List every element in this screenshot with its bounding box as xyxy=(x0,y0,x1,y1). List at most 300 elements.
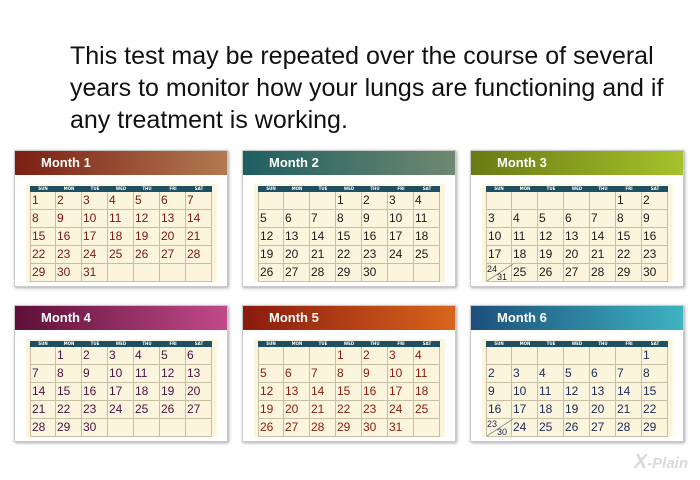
weekday-label: TUE xyxy=(82,341,108,347)
day-cell: 6 xyxy=(564,210,590,228)
day-cell xyxy=(134,419,160,437)
day-cell: 13 xyxy=(564,228,590,246)
day-cell: 29 xyxy=(336,419,362,437)
day-cell xyxy=(30,347,56,365)
day-cell: 21 xyxy=(30,401,56,419)
day-cell xyxy=(134,264,160,282)
month-title: Month 4 xyxy=(15,306,227,330)
day-cell: 23 xyxy=(82,401,108,419)
day-cell: 14 xyxy=(616,383,642,401)
day-cell: 4 xyxy=(538,365,564,383)
day-cell: 5 xyxy=(258,210,284,228)
day-cell: 28 xyxy=(310,419,336,437)
weekday-label: THU xyxy=(362,186,388,192)
day-cell xyxy=(388,264,414,282)
day-cell: 28 xyxy=(590,264,616,282)
day-cell xyxy=(486,192,512,210)
day-cell xyxy=(310,347,336,365)
week-row xyxy=(258,210,438,228)
day-cell xyxy=(414,264,440,282)
day-cell: 6 xyxy=(284,210,310,228)
day-cell xyxy=(108,264,134,282)
weekday-label: TUE xyxy=(310,186,336,192)
day-cell: 24 31 xyxy=(486,264,512,282)
day-cell: 8 xyxy=(642,365,668,383)
day-cell: 7 xyxy=(186,192,212,210)
month-title: Month 5 xyxy=(243,306,455,330)
week-row xyxy=(30,347,210,365)
week-row xyxy=(30,383,210,401)
day-cell xyxy=(564,347,590,365)
day-cell: 11 xyxy=(108,210,134,228)
weekday-label: FRI xyxy=(160,186,186,192)
day-cell: 31 xyxy=(82,264,108,282)
calendar-card xyxy=(242,305,456,442)
day-cell xyxy=(414,419,440,437)
day-cell: 7 xyxy=(310,210,336,228)
day-cell: 7 xyxy=(616,365,642,383)
day-cell xyxy=(486,347,512,365)
day-cell xyxy=(186,419,212,437)
day-cell: 1 xyxy=(616,192,642,210)
weekday-label: FRI xyxy=(616,341,642,347)
day-cell: 4 xyxy=(512,210,538,228)
day-cell: 3 xyxy=(486,210,512,228)
day-cell: 5 xyxy=(134,192,160,210)
week-row xyxy=(30,210,210,228)
day-cell: 16 xyxy=(642,228,668,246)
day-cell: 23 xyxy=(56,246,82,264)
calendar-page xyxy=(482,180,673,282)
weekday-label: SUN xyxy=(258,341,284,347)
day-cell: 16 xyxy=(362,383,388,401)
day-cell: 15 xyxy=(30,228,56,246)
day-cell: 14 xyxy=(310,383,336,401)
day-cell: 29 xyxy=(616,264,642,282)
weekday-label: SAT xyxy=(186,341,212,347)
day-cell: 27 xyxy=(564,264,590,282)
day-cell: 27 xyxy=(590,419,616,437)
weekday-label: SUN xyxy=(30,186,56,192)
day-cell: 30 xyxy=(642,264,668,282)
day-cell: 21 xyxy=(186,228,212,246)
day-cell: 1 xyxy=(336,347,362,365)
day-cell: 28 xyxy=(30,419,56,437)
day-cell: 28 xyxy=(310,264,336,282)
day-cell: 13 xyxy=(186,365,212,383)
week-row xyxy=(30,419,210,437)
day-cell xyxy=(258,192,284,210)
day-cell: 6 xyxy=(186,347,212,365)
day-cell: 2 xyxy=(362,192,388,210)
weekday-label: TUE xyxy=(538,186,564,192)
day-cell: 2 xyxy=(362,347,388,365)
calendar-page xyxy=(254,180,445,282)
weekday-label: SAT xyxy=(642,341,668,347)
calendar-page xyxy=(26,180,217,282)
day-cell: 23 xyxy=(642,246,668,264)
weekday-label: SAT xyxy=(642,186,668,192)
day-cell: 17 xyxy=(82,228,108,246)
day-cell: 11 xyxy=(134,365,160,383)
day-cell: 2 xyxy=(486,365,512,383)
day-cell: 3 xyxy=(108,347,134,365)
day-cell xyxy=(258,347,284,365)
day-cell: 4 xyxy=(414,347,440,365)
day-cell: 1 xyxy=(642,347,668,365)
day-cell: 25 xyxy=(512,264,538,282)
calendar-card xyxy=(14,150,228,287)
week-row xyxy=(30,264,210,282)
day-cell: 19 xyxy=(538,246,564,264)
day-cell: 24 xyxy=(82,246,108,264)
day-cell: 20 xyxy=(564,246,590,264)
day-cell: 22 xyxy=(336,246,362,264)
headline: This test may be repeated over the course of several years to monitor how your lungs are functioning and if any treatment is working. xyxy=(70,42,664,134)
day-cell: 16 xyxy=(486,401,512,419)
calendar-card xyxy=(470,150,684,287)
week-row xyxy=(258,246,438,264)
day-cell: 4 xyxy=(108,192,134,210)
day-cell: 16 xyxy=(82,383,108,401)
day-cell: 5 xyxy=(564,365,590,383)
weekday-label: TUE xyxy=(538,341,564,347)
week-row xyxy=(258,192,438,210)
day-cell: 17 xyxy=(108,383,134,401)
day-cell: 15 xyxy=(336,228,362,246)
xplain-logo: X-Plain xyxy=(633,451,688,473)
day-cell: 12 xyxy=(258,228,284,246)
month-title: Month 3 xyxy=(471,151,683,175)
day-cell xyxy=(564,192,590,210)
week-row xyxy=(30,192,210,210)
day-cell: 25 xyxy=(414,246,440,264)
weekday-label: THU xyxy=(590,341,616,347)
day-cell: 11 xyxy=(512,228,538,246)
day-cell: 16 xyxy=(56,228,82,246)
week-row xyxy=(486,246,666,264)
day-cell: 17 xyxy=(512,401,538,419)
weekday-label: MON xyxy=(56,186,82,192)
day-cell: 18 xyxy=(414,228,440,246)
day-cell: 26 xyxy=(564,419,590,437)
day-cell: 17 xyxy=(388,228,414,246)
day-cell: 13 xyxy=(284,383,310,401)
day-cell: 20 xyxy=(186,383,212,401)
day-cell: 1 xyxy=(30,192,56,210)
day-cell: 23 30 xyxy=(486,419,512,437)
day-cell: 12 xyxy=(564,383,590,401)
weekday-label: SAT xyxy=(414,341,440,347)
day-cell: 2 xyxy=(56,192,82,210)
day-cell: 3 xyxy=(82,192,108,210)
day-cell: 30 xyxy=(362,264,388,282)
day-cell: 8 xyxy=(336,365,362,383)
day-cell: 2 xyxy=(82,347,108,365)
day-cell: 13 xyxy=(284,228,310,246)
day-cell: 19 xyxy=(564,401,590,419)
day-cell: 9 xyxy=(486,383,512,401)
day-cell: 26 xyxy=(258,264,284,282)
day-cell: 7 xyxy=(590,210,616,228)
weekday-label: MON xyxy=(512,186,538,192)
day-cell xyxy=(590,192,616,210)
weekday-label: THU xyxy=(590,186,616,192)
day-cell: 8 xyxy=(30,210,56,228)
day-cell: 18 xyxy=(512,246,538,264)
day-cell: 19 xyxy=(258,246,284,264)
day-cell: 18 xyxy=(538,401,564,419)
day-cell: 26 xyxy=(258,419,284,437)
day-cell: 30 xyxy=(56,264,82,282)
day-cell: 5 xyxy=(258,365,284,383)
day-cell: 3 xyxy=(512,365,538,383)
day-cell: 22 xyxy=(336,401,362,419)
day-cell: 24 xyxy=(388,246,414,264)
day-cell: 18 xyxy=(108,228,134,246)
day-cell: 27 xyxy=(284,264,310,282)
weekday-label: FRI xyxy=(388,186,414,192)
day-cell: 22 xyxy=(30,246,56,264)
day-cell xyxy=(616,347,642,365)
weekday-label: FRI xyxy=(160,341,186,347)
week-row xyxy=(258,347,438,365)
day-cell: 4 xyxy=(414,192,440,210)
day-cell xyxy=(284,192,310,210)
week-row xyxy=(486,383,666,401)
day-cell: 14 xyxy=(310,228,336,246)
day-cell: 10 xyxy=(108,365,134,383)
month-title: Month 6 xyxy=(471,306,683,330)
day-cell: 15 xyxy=(56,383,82,401)
weekday-label: TUE xyxy=(82,186,108,192)
day-cell: 12 xyxy=(160,365,186,383)
day-cell: 2 xyxy=(642,192,668,210)
day-cell: 22 xyxy=(616,246,642,264)
day-cell: 21 xyxy=(590,246,616,264)
day-cell xyxy=(310,192,336,210)
week-row xyxy=(30,246,210,264)
day-cell: 29 xyxy=(642,419,668,437)
calendar-page xyxy=(254,335,445,437)
day-cell: 28 xyxy=(186,246,212,264)
day-cell xyxy=(512,347,538,365)
day-cell: 20 xyxy=(590,401,616,419)
weekday-label: SAT xyxy=(414,186,440,192)
day-cell: 29 xyxy=(336,264,362,282)
weekday-label: SUN xyxy=(486,341,512,347)
day-cell: 17 xyxy=(486,246,512,264)
day-cell: 6 xyxy=(590,365,616,383)
day-cell: 14 xyxy=(590,228,616,246)
day-cell: 15 xyxy=(642,383,668,401)
day-cell: 8 xyxy=(336,210,362,228)
calendar-page xyxy=(482,335,673,437)
day-cell: 21 xyxy=(310,401,336,419)
weekday-label: THU xyxy=(362,341,388,347)
day-cell: 25 xyxy=(134,401,160,419)
day-cell: 10 xyxy=(388,210,414,228)
week-row xyxy=(486,365,666,383)
day-cell: 10 xyxy=(512,383,538,401)
week-row xyxy=(486,401,666,419)
week-row xyxy=(486,228,666,246)
day-cell: 19 xyxy=(258,401,284,419)
week-row xyxy=(258,228,438,246)
day-cell: 3 xyxy=(388,192,414,210)
day-cell: 20 xyxy=(160,228,186,246)
weekday-label: WED xyxy=(564,186,590,192)
day-cell: 1 xyxy=(56,347,82,365)
day-cell: 7 xyxy=(30,365,56,383)
day-cell: 24 xyxy=(388,401,414,419)
weekday-label: MON xyxy=(284,341,310,347)
weekday-label: SAT xyxy=(186,186,212,192)
day-cell xyxy=(108,419,134,437)
day-cell xyxy=(538,192,564,210)
day-cell: 28 xyxy=(616,419,642,437)
day-cell: 9 xyxy=(56,210,82,228)
day-cell: 25 xyxy=(108,246,134,264)
day-cell: 26 xyxy=(160,401,186,419)
day-cell: 22 xyxy=(56,401,82,419)
day-cell: 11 xyxy=(414,210,440,228)
week-row xyxy=(486,419,666,437)
week-row xyxy=(258,401,438,419)
day-cell: 31 xyxy=(388,419,414,437)
week-row xyxy=(258,365,438,383)
day-cell: 16 xyxy=(362,228,388,246)
day-cell: 15 xyxy=(336,383,362,401)
day-cell: 20 xyxy=(284,246,310,264)
week-row xyxy=(486,264,666,282)
day-cell: 12 xyxy=(258,383,284,401)
weekday-label: THU xyxy=(134,341,160,347)
day-cell: 21 xyxy=(310,246,336,264)
day-cell: 9 xyxy=(362,365,388,383)
day-cell: 26 xyxy=(538,264,564,282)
day-cell: 10 xyxy=(486,228,512,246)
day-cell: 3 xyxy=(388,347,414,365)
day-cell: 9 xyxy=(82,365,108,383)
day-cell: 23 xyxy=(362,401,388,419)
day-cell: 14 xyxy=(186,210,212,228)
day-cell xyxy=(284,347,310,365)
day-cell: 14 xyxy=(30,383,56,401)
day-cell: 29 xyxy=(56,419,82,437)
weekday-label: WED xyxy=(108,341,134,347)
day-cell xyxy=(590,347,616,365)
week-row xyxy=(30,401,210,419)
weekday-label: MON xyxy=(56,341,82,347)
day-cell: 13 xyxy=(590,383,616,401)
day-cell xyxy=(186,264,212,282)
weekday-label: SUN xyxy=(486,186,512,192)
weekday-label: MON xyxy=(284,186,310,192)
day-cell: 9 xyxy=(362,210,388,228)
week-row xyxy=(258,383,438,401)
calendar-card xyxy=(14,305,228,442)
week-row xyxy=(486,347,666,365)
day-cell: 11 xyxy=(414,365,440,383)
day-cell: 13 xyxy=(160,210,186,228)
weekday-label: SUN xyxy=(30,341,56,347)
day-cell: 30 xyxy=(82,419,108,437)
day-cell: 24 xyxy=(108,401,134,419)
day-cell: 6 xyxy=(284,365,310,383)
day-cell: 23 xyxy=(362,246,388,264)
weekday-label: SUN xyxy=(258,186,284,192)
weekday-label: WED xyxy=(336,341,362,347)
day-cell: 26 xyxy=(134,246,160,264)
day-cell: 21 xyxy=(616,401,642,419)
day-cell: 18 xyxy=(414,383,440,401)
day-cell: 29 xyxy=(30,264,56,282)
day-cell: 17 xyxy=(388,383,414,401)
day-cell: 27 xyxy=(186,401,212,419)
day-cell xyxy=(160,264,186,282)
day-cell: 30 xyxy=(362,419,388,437)
day-cell xyxy=(538,347,564,365)
day-cell: 8 xyxy=(616,210,642,228)
calendar-card xyxy=(470,305,684,442)
day-cell: 8 xyxy=(56,365,82,383)
calendar-page xyxy=(26,335,217,437)
day-cell: 9 xyxy=(642,210,668,228)
weekday-label: WED xyxy=(336,186,362,192)
day-cell: 4 xyxy=(134,347,160,365)
day-cell xyxy=(160,419,186,437)
day-cell: 27 xyxy=(284,419,310,437)
day-cell: 25 xyxy=(414,401,440,419)
day-cell: 25 xyxy=(538,419,564,437)
month-title: Month 2 xyxy=(243,151,455,175)
day-cell: 10 xyxy=(388,365,414,383)
day-cell: 20 xyxy=(284,401,310,419)
calendar-card xyxy=(242,150,456,287)
day-cell: 5 xyxy=(538,210,564,228)
week-row xyxy=(258,419,438,437)
day-cell: 12 xyxy=(538,228,564,246)
day-cell: 19 xyxy=(134,228,160,246)
weekday-label: FRI xyxy=(616,186,642,192)
day-cell: 19 xyxy=(160,383,186,401)
week-row xyxy=(486,192,666,210)
day-cell: 15 xyxy=(616,228,642,246)
day-cell: 22 xyxy=(642,401,668,419)
weekday-label: MON xyxy=(512,341,538,347)
week-row xyxy=(30,228,210,246)
weekday-label: FRI xyxy=(388,341,414,347)
day-cell: 12 xyxy=(134,210,160,228)
day-cell: 11 xyxy=(538,383,564,401)
day-cell: 6 xyxy=(160,192,186,210)
day-cell: 18 xyxy=(134,383,160,401)
day-cell xyxy=(512,192,538,210)
weekday-label: WED xyxy=(564,341,590,347)
month-title: Month 1 xyxy=(15,151,227,175)
week-row xyxy=(30,365,210,383)
weekday-label: WED xyxy=(108,186,134,192)
day-cell: 7 xyxy=(310,365,336,383)
day-cell: 24 xyxy=(512,419,538,437)
week-row xyxy=(258,264,438,282)
day-cell: 10 xyxy=(82,210,108,228)
week-row xyxy=(486,210,666,228)
weekday-label: THU xyxy=(134,186,160,192)
day-cell: 5 xyxy=(160,347,186,365)
day-cell: 1 xyxy=(336,192,362,210)
